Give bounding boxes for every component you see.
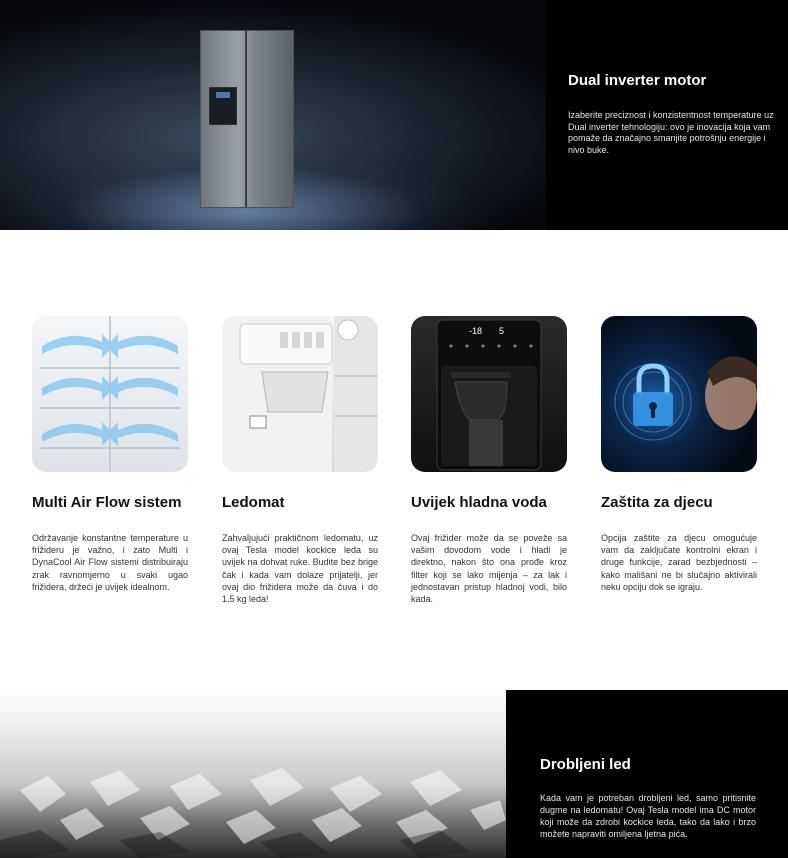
fridge-temp-readout: 5 — [499, 326, 505, 336]
crushed-ice-icon — [0, 690, 506, 858]
feature-description: Opcija zaštite za djecu omogućuje vam da zaključate kontrolni ekran i druge funkcije, zarad bezbjednosti – kako mališani ne bi slučajno aktivirali neku opciju dok se igraju. — [601, 533, 757, 592]
feature-card-ice-maker — [222, 316, 378, 605]
feature-title: Ledomat — [222, 494, 285, 511]
feature-title: Multi Air Flow sistem — [32, 494, 182, 511]
hero-text-panel — [546, 0, 788, 230]
feature-description: Ovaj frižider može da se poveže sa vašim dovodom vode i hladi je direktno, nakon što ona prođe kroz filter koji se lako mijenja – za lak i jednostavan pristup hladnoj vodi, bilo kada. — [411, 533, 567, 605]
feature-title: Zaštita za djecu — [601, 494, 713, 511]
hero-title: Dual inverter motor — [568, 72, 707, 89]
feature-title: Uvijek hladna voda — [411, 494, 547, 511]
hero-section — [0, 0, 788, 230]
crushed-ice-text-panel — [506, 690, 788, 858]
hero-description: Izaberite preciznost i konzistentnost temperature uz Dual inverter tehnologiju: ovo je inovacija koja vam pomaže da značajno smanjite potrošnju energije i nivo buke. — [568, 110, 774, 155]
crushed-ice-section — [0, 690, 788, 858]
ice-maker-icon — [222, 316, 378, 472]
refrigerator-icon — [200, 30, 294, 208]
feature-description: Zahvaljujući praktičnom ledomatu, uz ovaj Tesla model kockice leda su uvijek na dohvat ruke. Budite bez brige čak i kada vam dolaze prijatelji, jer ovaj dio frižidera može da čuva i do 1,5 kg leda! — [222, 533, 378, 605]
lock-icon — [601, 316, 757, 472]
feature-card-water — [411, 316, 567, 605]
crushed-ice-title: Drobljeni led — [540, 756, 631, 773]
crushed-ice-description: Kada vam je potreban drobljeni led, samo pritisnite dugme na ledomatu! Ovaj Tesla model ima DC motor koji može da zdrobi kockice leda, tako da lako i brzo možete napraviti omiljena ljetna pića. — [540, 793, 756, 839]
hero-image — [0, 0, 546, 230]
airflow-icon — [32, 316, 188, 472]
feature-card-child-lock — [601, 316, 757, 592]
feature-description: Održavanje konstantne temperature u frižideru je važno, i zato Multi i DynaCool Air Flow sistemi distribuiraju zrak ravnomjerno u svaki ugao frižidera, držeći je uvijek idealnom. — [32, 533, 188, 592]
water-dispenser-icon — [411, 316, 567, 472]
freezer-temp-readout: -18 — [469, 326, 483, 336]
feature-card-airflow — [32, 316, 188, 592]
